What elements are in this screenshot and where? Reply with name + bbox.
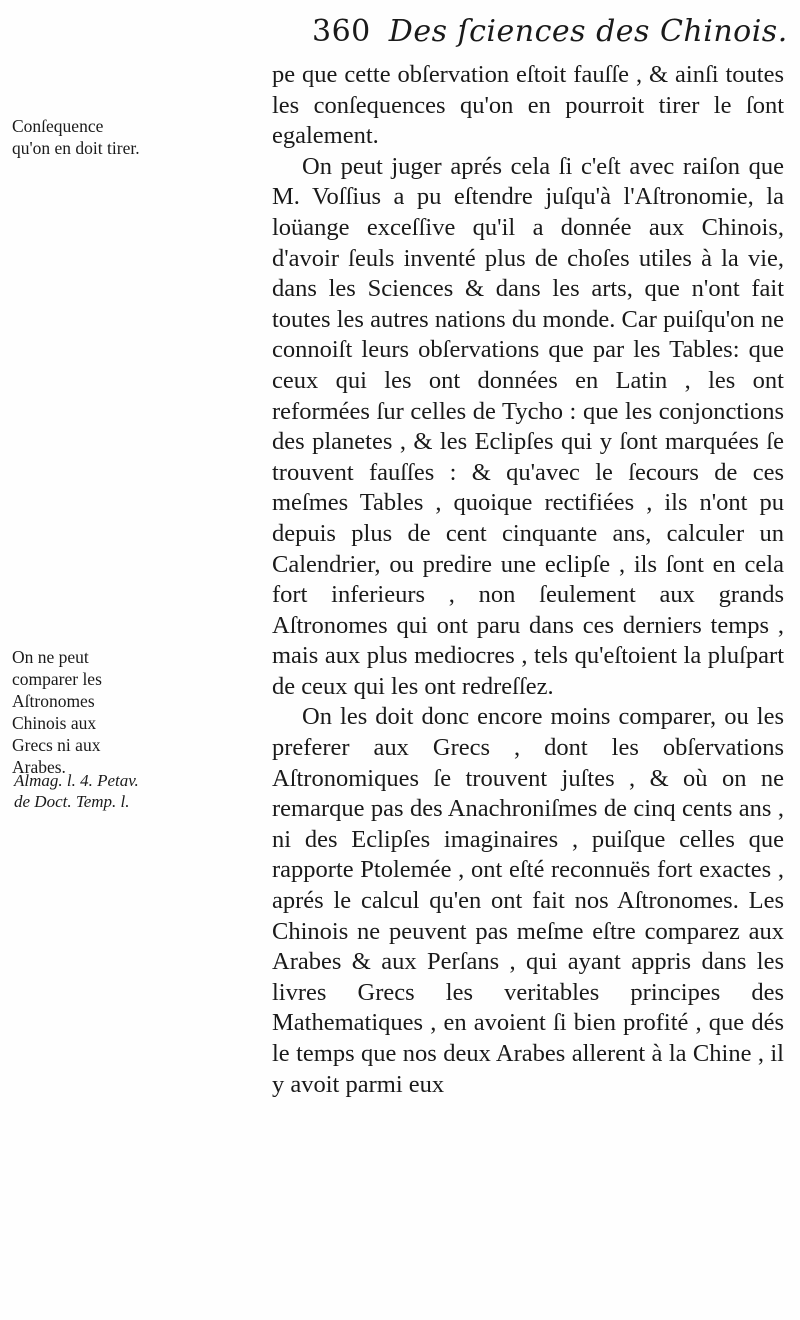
paragraph-continuation: pe que cette obſervation eſtoit fauſſe , & ainſi toutes les conſequences qu'on en pourroit tirer le ſont egalement.	[272, 61, 784, 150]
margin-note-consequence: Conſequence qu'on en doit tirer.	[12, 116, 140, 158]
running-header	[312, 14, 788, 54]
running-title: Des ſciences des Chinois.	[388, 14, 788, 49]
margin-note-comparison: On ne peut comparer les Aſtronomes Chinois aux Grecs ni aux Arabes.	[12, 647, 102, 777]
paragraph-greeks-arabs: On les doit donc encore moins comparer, ou les preferer aux Grecs , dont les obſervations Aſtronomiques ſe trouvent juſtes , & où on ne remarque pas des Anachroniſmes de cinq cents ans , ni des Eclipſes imaginaires , puiſque celles que rapporte Ptolemée , ont eſté reconnuës fort exactes , aprés le calcul qu'en ont fait nos Aſtronomes. Les Chinois ne peuvent pas meſme eſtre comparez aux Arabes & aux Perſans , qui ayant appris dans les livres Grecs les veritables principes des Mathematiques , en avoient ſi bien profité , que dés le temps que nos deux Arabes allerent à la Chine , il y avoit parmi eux	[272, 703, 784, 1098]
paragraph-vossius: On peut juger aprés cela ſi c'eſt avec raiſon que M. Voſſius a pu eſtendre juſqu'à l'Aſtronomie, la loüange exceſſive qu'il a donnée aux Chinois, d'avoir ſeuls inventé plus de choſes utiles à la vie, dans les Sciences & dans les arts, que n'ont fait toutes les autres nations du monde. Car puiſqu'on ne connoiſt leurs obſervations que par les Tables: que ceux qui les ont données en Latin , les ont reformées ſur celles de Tycho : que les conjonctions des planetes , & les Eclipſes qui y ſont marquées ſe trouvent fauſſes : & qu'avec le ſecours de ces meſmes Tables , quoique rectifiées , ils n'ont pu depuis plus de cent cinquante ans, calculer un Calendrier, ou predire une eclipſe , ils ſont en cela fort inferieurs , non ſeulement aux grands Aſtronomes qui ont paru dans ces derniers temps , mais aux plus mediocres , tels qu'eſtoient la pluſpart de ceux qui les ont redreſſez.	[272, 152, 784, 700]
margin-citation: Almag. l. 4. Petav. de Doct. Temp. l.	[14, 771, 139, 811]
page-number: 360	[312, 14, 371, 49]
main-text-column	[272, 60, 784, 1100]
